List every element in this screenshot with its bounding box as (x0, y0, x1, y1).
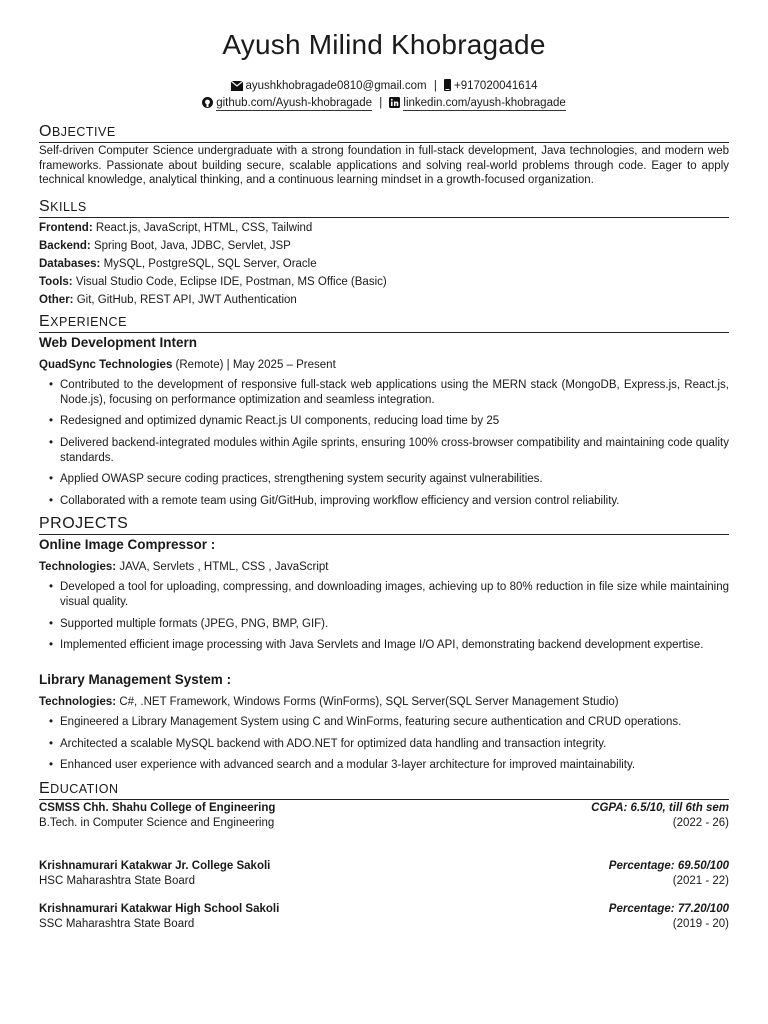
skill-row: Other: Git, GitHub, REST API, JWT Authentication (39, 293, 297, 306)
linkedin-icon (389, 97, 400, 113)
degree: HSC Maharashtra State Board (39, 874, 195, 887)
score: CGPA: 6.5/10, till 6th sem (591, 801, 729, 814)
job-details: (Remote) | May 2025 – Present (175, 358, 336, 371)
project-bullets (39, 715, 729, 773)
contact-separator: | (379, 97, 383, 109)
school-name: Krishnamurari Katakwar High School Sakoli (39, 902, 280, 915)
objective-text: Self-driven Computer Science undergraduate with a strong foundation in full-stack development, Java technologies, and modern web frameworks. Passionate about building secure, scalable applications and solving real-world problems through code. Eager to apply technical knowledge, analytical thinking, and a continuous learning mindset in a growth-focused organization. (39, 145, 729, 187)
school-name: CSMSS Chh. Shahu College of Engineering (39, 801, 276, 814)
list-item: • Developed a tool for uploading, compressing, and downloading images, achieving up to 80% reduction in file size while maintaining visual quality. (60, 580, 729, 610)
projects-heading: PROJECTS (39, 515, 729, 535)
list-item: • Supported multiple formats (JPEG, PNG, BMP, GIF). (60, 617, 729, 632)
github-link[interactable]: github.com/Ayush-khobragade (216, 97, 372, 109)
candidate-name: Ayush Milind Khobragade (222, 29, 546, 60)
job-company-line (39, 358, 729, 372)
job-role: Web Development Intern (39, 334, 198, 350)
list-item: • Redesigned and optimized dynamic React.js UI components, reducing load time by 25 (60, 414, 729, 429)
phone-icon (444, 79, 451, 96)
skill-row: Databases: MySQL, PostgreSQL, SQL Server, Oracle (39, 257, 317, 270)
linkedin-link[interactable]: linkedin.com/ayush-khobragade (403, 97, 566, 109)
degree: SSC Maharashtra State Board (39, 917, 195, 930)
list-item: • Architected a scalable MySQL backend with ADO.NET for optimized data handling and transaction integrity. (60, 737, 729, 752)
skill-row: Tools: Visual Studio Code, Eclipse IDE, Postman, MS Office (Basic) (39, 275, 387, 288)
contact-info (39, 79, 729, 113)
company-name: QuadSync Technologies (39, 358, 173, 371)
envelope-icon (231, 81, 243, 96)
list-item: • Applied OWASP secure coding practices, strengthening system security against vulnerabilities. (60, 472, 729, 487)
list-item: • Contributed to the development of responsive full-stack web applications using the MERN stack (MongoDB, Express.js, React.js, Node.js), focusing on performance optimization and seamless integration. (60, 378, 729, 408)
list-item: • Enhanced user experience with advanced search and a modular 3-layer architecture for improved maintainability. (60, 758, 729, 773)
experience-heading: EXPERIENCE (39, 313, 729, 333)
years: (2019 - 20) (672, 917, 729, 930)
list-item: • Delivered backend-integrated modules within Agile sprints, ensuring 100% cross-browser compatibility and maintaining code quality standards. (60, 436, 729, 466)
skill-row: Frontend: React.js, JavaScript, HTML, CSS, Tailwind (39, 221, 313, 234)
github-icon (202, 97, 213, 113)
contact-separator: | (433, 80, 437, 92)
project-title: Online Image Compressor : (39, 537, 216, 553)
years: (2022 - 26) (672, 816, 729, 829)
skill-row: Backend: Spring Boot, Java, JDBC, Servlet, JSP (39, 239, 291, 252)
education-heading: EDUCATION (39, 780, 729, 800)
resume-page (39, 28, 729, 932)
list-item: • Implemented efficient image processing with Java Servlets and Image I/O API, demonstrating backend development expertise. (60, 638, 729, 653)
list-item: • Collaborated with a remote team using Git/GitHub, improving workflow efficiency and version control reliability. (60, 494, 729, 509)
education-entry (39, 902, 729, 932)
skills-list (39, 219, 729, 309)
score: Percentage: 77.20/100 (608, 902, 729, 915)
project-tech-line: Technologies: JAVA, Servlets , HTML, CSS , JavaScript (39, 561, 329, 574)
objective-heading: OBJECTIVE (39, 123, 729, 143)
degree: B.Tech. in Computer Science and Engineering (39, 816, 275, 829)
list-item: • Engineered a Library Management System using C and WinForms, featuring secure authentication and CRUD operations. (60, 715, 729, 730)
project-bullets (39, 580, 729, 653)
phone-number[interactable]: +917020041614 (454, 80, 538, 92)
education-entry (39, 859, 729, 889)
years: (2021 - 22) (672, 874, 729, 887)
education-entry (39, 801, 729, 831)
skills-heading: SKILLS (39, 198, 729, 218)
email-link[interactable]: ayushkhobragade0810@gmail.com (245, 80, 427, 92)
score: Percentage: 69.50/100 (608, 859, 729, 872)
project-title: Library Management System : (39, 672, 232, 688)
experience-bullets (39, 378, 729, 509)
project-tech-line: Technologies: C#, .NET Framework, Windows Forms (WinForms), SQL Server(SQL Server Management Studio) (39, 696, 619, 709)
school-name: Krishnamurari Katakwar Jr. College Sakoli (39, 859, 271, 872)
